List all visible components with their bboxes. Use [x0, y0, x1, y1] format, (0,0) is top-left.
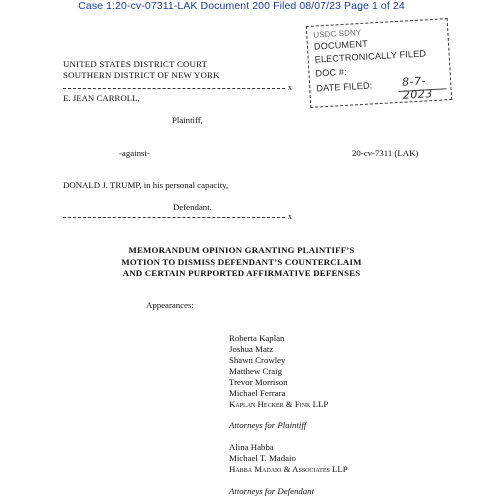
- caption-x-mark-top: x: [288, 83, 292, 92]
- plaintiff-attorney: Shawn Crowley: [229, 355, 286, 365]
- stamp-electronically-filed-line: ELECTRONICALLY FILED: [314, 48, 427, 65]
- plaintiff-attorney: Matthew Craig: [229, 366, 283, 376]
- caption-divider-bottom: [63, 217, 285, 218]
- stamp-document-line: DOCUMENT: [313, 38, 369, 52]
- plaintiff-attorney: Trevor Morrison: [229, 377, 288, 387]
- court-name-line2: SOUTHERN DISTRICT OF NEW YORK: [63, 70, 220, 80]
- stamp-handwritten-date: 8-7-2023: [401, 74, 434, 102]
- defendant-attorney: Alina Habba: [229, 442, 274, 452]
- caption-x-mark-bottom: x: [288, 212, 292, 221]
- plaintiff-law-firm: Kaplan Hecker & Fink LLP: [229, 399, 329, 409]
- against-label: -against-: [119, 148, 150, 158]
- opinion-title-line1: MEMORANDUM OPINION GRANTING PLAINTIFF’S: [128, 245, 355, 255]
- plaintiff-role: Plaintiff,: [172, 115, 203, 125]
- plaintiff-attorney: Joshua Matz: [229, 344, 274, 354]
- caption-divider-top: [63, 88, 285, 89]
- court-name-line1: UNITED STATES DISTRICT COURT: [63, 59, 208, 69]
- defendant-role: Defendant.: [173, 202, 212, 212]
- case-header: Case 1:20-cv-07311-LAK Document 200 Filed 08/07/23 Page 1 of 24: [78, 0, 405, 12]
- stamp-date-filed-line: DATE FILED:: [316, 80, 373, 94]
- stamp-usdc-line: USDC SDNY: [313, 27, 362, 40]
- electronic-filing-stamp: [306, 18, 452, 108]
- plaintiff-attorneys-label: Attorneys for Plaintiff: [229, 420, 307, 430]
- stamp-doc-number-line: DOC #:: [315, 66, 347, 79]
- opinion-title-line3: AND CERTAIN PURPORTED AFFIRMATIVE DEFENSES: [122, 268, 361, 278]
- plaintiff-attorney: Roberta Kaplan: [229, 333, 285, 343]
- defendant-name: DONALD J. TRUMP, in his personal capacity,: [63, 180, 229, 190]
- defendant-attorney: Michael T. Madaio: [229, 453, 296, 463]
- appearances-heading: Appearances:: [146, 300, 194, 310]
- defendant-law-firm: Habba Madaio & Associates LLP: [229, 464, 348, 474]
- opinion-title-line2: MOTION TO DISMISS DEFENDANT’S COUNTERCLAIM: [121, 257, 362, 267]
- plaintiff-attorney: Michael Ferrara: [229, 388, 286, 398]
- plaintiff-name: E. JEAN CARROLL,: [63, 93, 140, 103]
- defendant-attorneys-label: Attorneys for Defendant: [229, 486, 315, 496]
- case-number: 20-cv-7311 (LAK): [352, 148, 419, 158]
